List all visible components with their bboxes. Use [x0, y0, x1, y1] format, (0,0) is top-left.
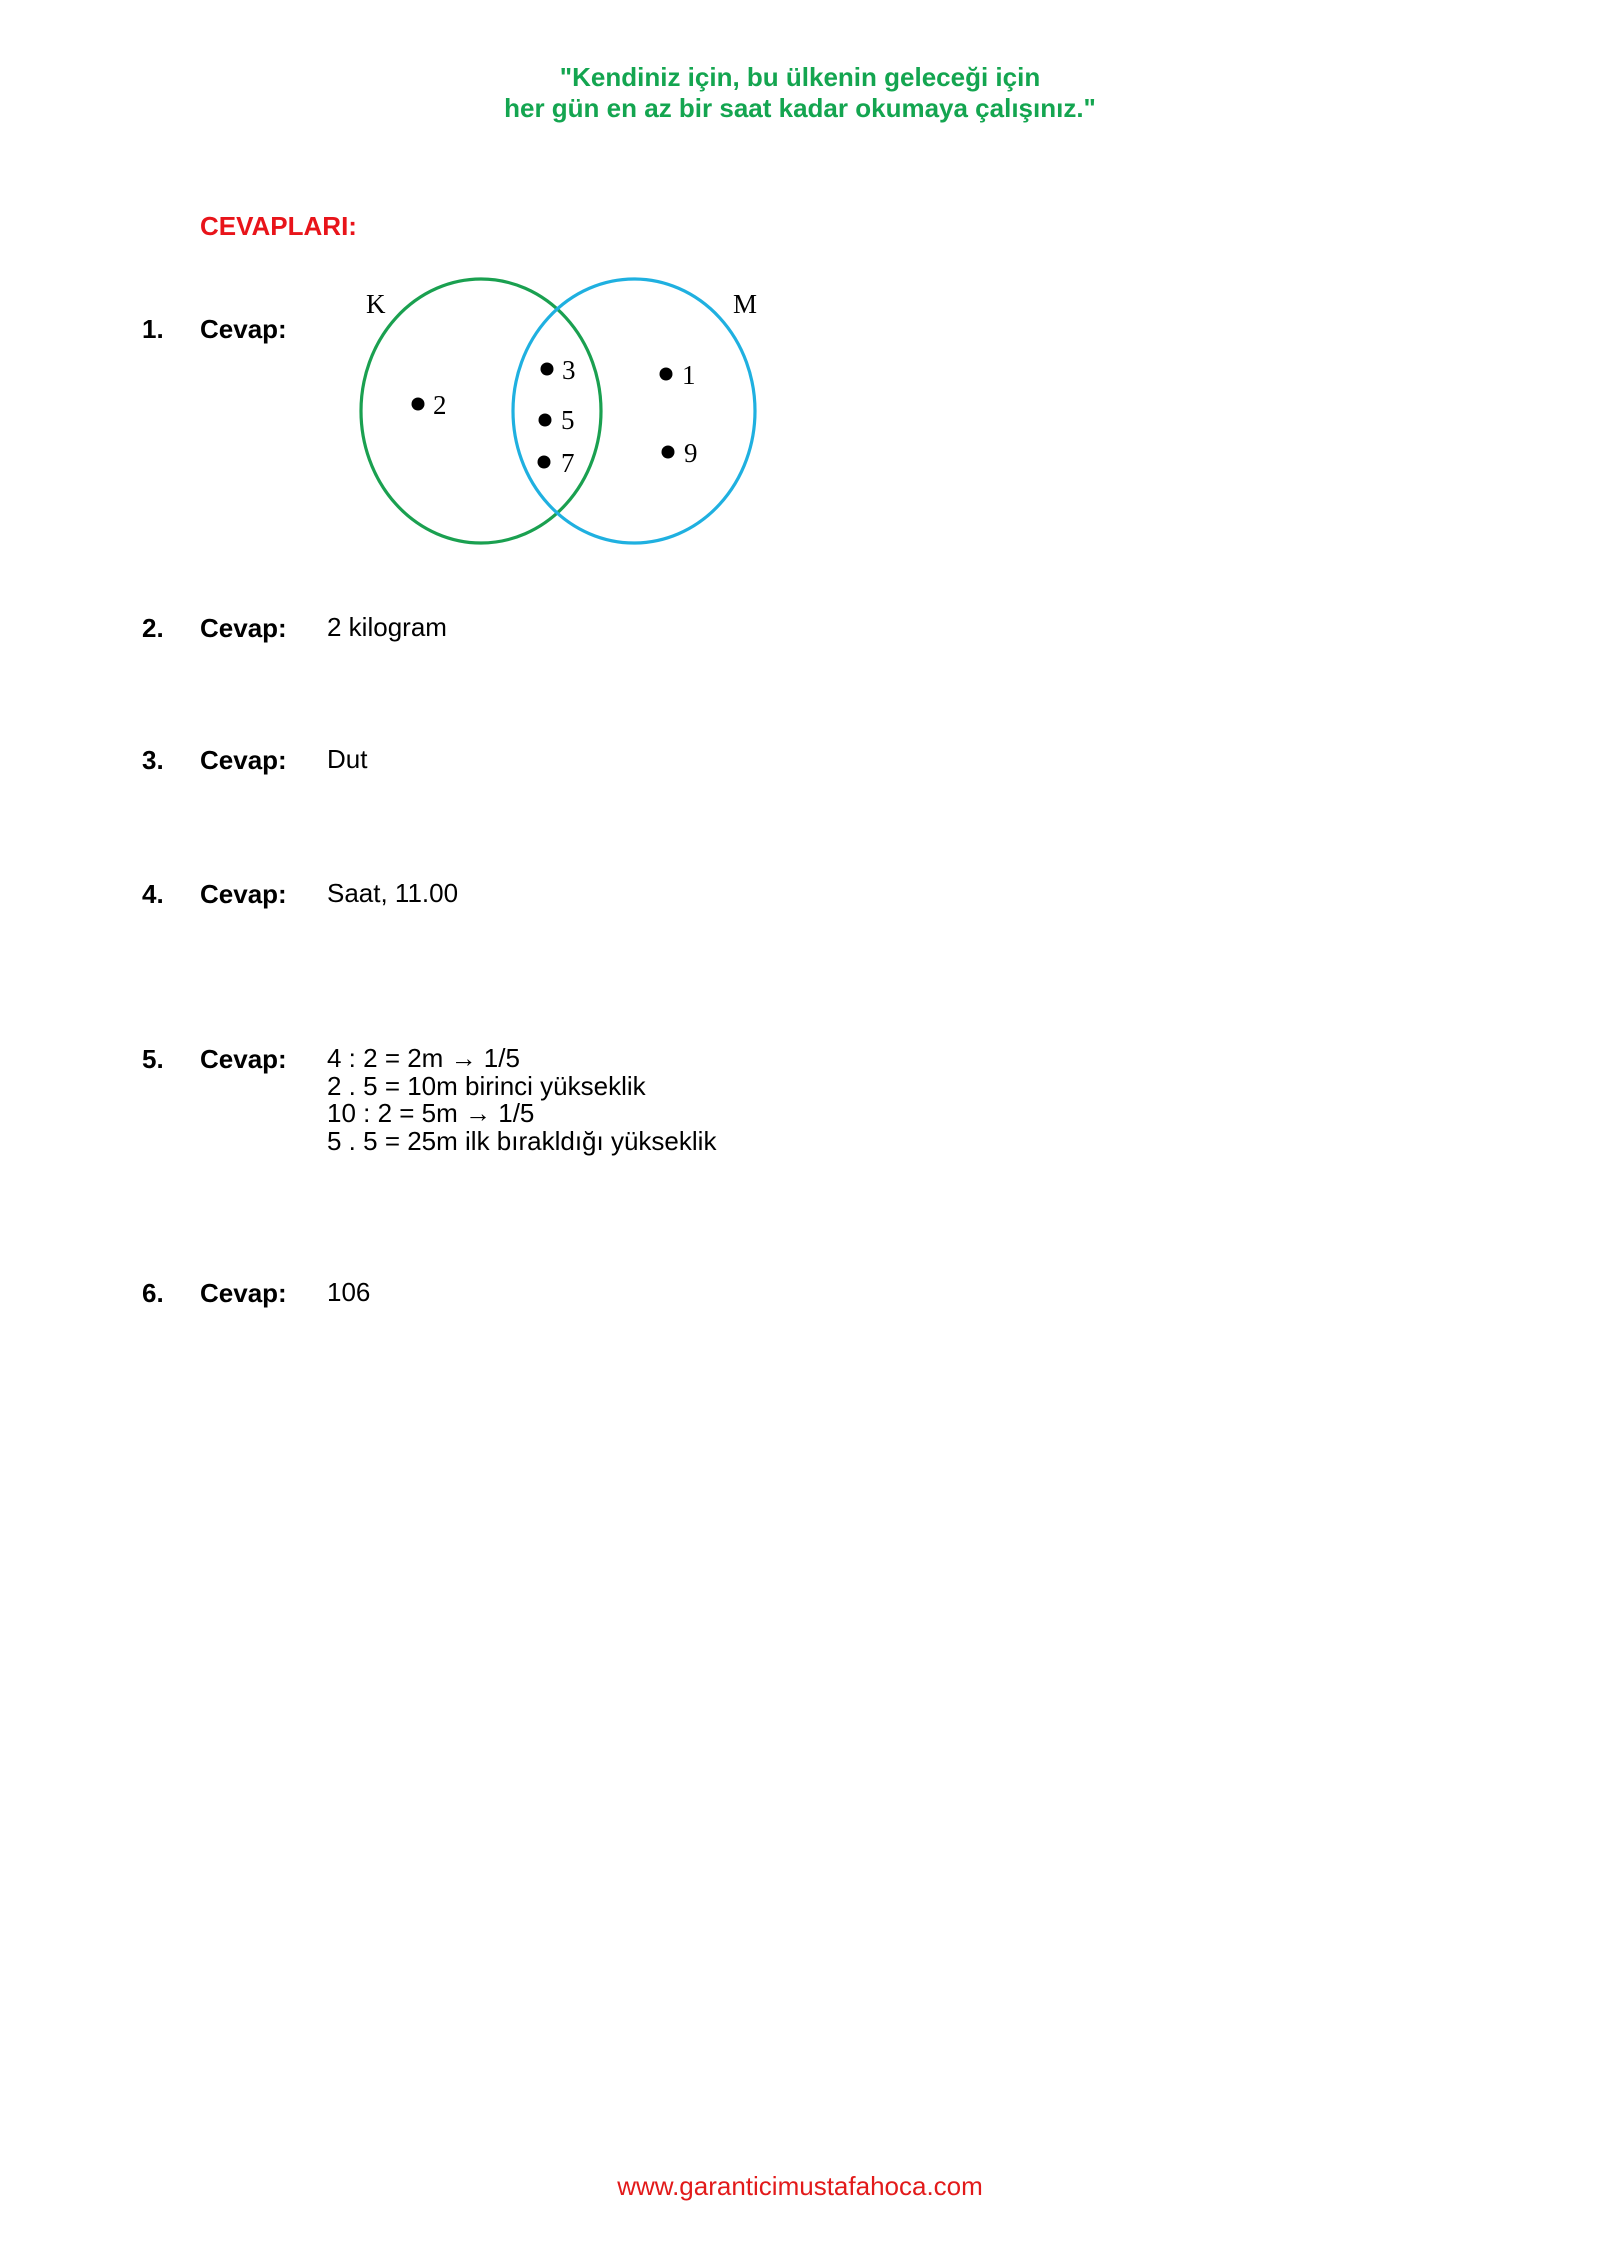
answer-2-text — [327, 614, 447, 642]
answer-3-label: Cevap: — [200, 745, 287, 775]
element-label: 7 — [561, 448, 575, 478]
element-dot — [662, 446, 675, 459]
answer-line: 106 — [327, 1277, 371, 1307]
set-m-label: M — [733, 289, 758, 319]
element-dot — [541, 363, 554, 376]
element-dot — [538, 456, 551, 469]
answer-5-text — [327, 1045, 716, 1156]
answer-4-label: Cevap: — [200, 879, 287, 909]
element-label: 5 — [561, 405, 575, 435]
answer-6-text — [327, 1279, 370, 1307]
answer-3-text — [327, 746, 367, 774]
answer-5-number: 5. — [142, 1044, 164, 1074]
element-dot — [412, 398, 425, 411]
answer-1-label: Cevap: — [200, 314, 287, 344]
answer-2-number: 2. — [142, 613, 164, 643]
answer-line: 2 kilogram — [327, 612, 447, 642]
motto-line-2: her gün en az bir saat kadar okumaya çalışınız." — [504, 93, 1096, 123]
set-k-label: K — [366, 289, 386, 319]
element-label: 2 — [433, 390, 447, 420]
answer-line: 10 : 2 = 5m → 1/5 — [327, 1098, 535, 1129]
answer-6-label: Cevap: — [200, 1278, 287, 1308]
answer-3-number: 3. — [142, 745, 164, 775]
answer-1-number: 1. — [142, 314, 164, 344]
motto-line-1: "Kendiniz için, bu ülkenin geleceği için — [559, 62, 1041, 92]
element-dot — [539, 414, 552, 427]
answers-heading: CEVAPLARI: — [200, 211, 357, 241]
element-label: 3 — [562, 355, 576, 385]
element-dot — [660, 368, 673, 381]
answer-line: 4 : 2 = 2m → 1/5 — [327, 1043, 520, 1073]
answer-line: 2 . 5 = 10m birinci yükseklik — [327, 1070, 646, 1101]
answer-2-label: Cevap: — [200, 613, 287, 643]
answer-4-text — [327, 880, 458, 908]
element-label: 1 — [682, 360, 696, 390]
answer-5-label: Cevap: — [200, 1044, 287, 1074]
answer-line: Dut — [327, 744, 368, 774]
set-m-circle — [513, 279, 758, 543]
answer-4-number: 4. — [142, 879, 164, 909]
answer-line: 5 . 5 = 25m ilk bırakldığı yükseklik — [327, 1126, 717, 1157]
answer-line: Saat, 11.00 — [327, 878, 459, 908]
venn-diagram — [0, 0, 1600, 600]
element-label: 9 — [684, 438, 698, 468]
answer-6-number: 6. — [142, 1278, 164, 1308]
footer-website-link[interactable]: www.garanticimustafahoca.com — [617, 2171, 983, 2201]
